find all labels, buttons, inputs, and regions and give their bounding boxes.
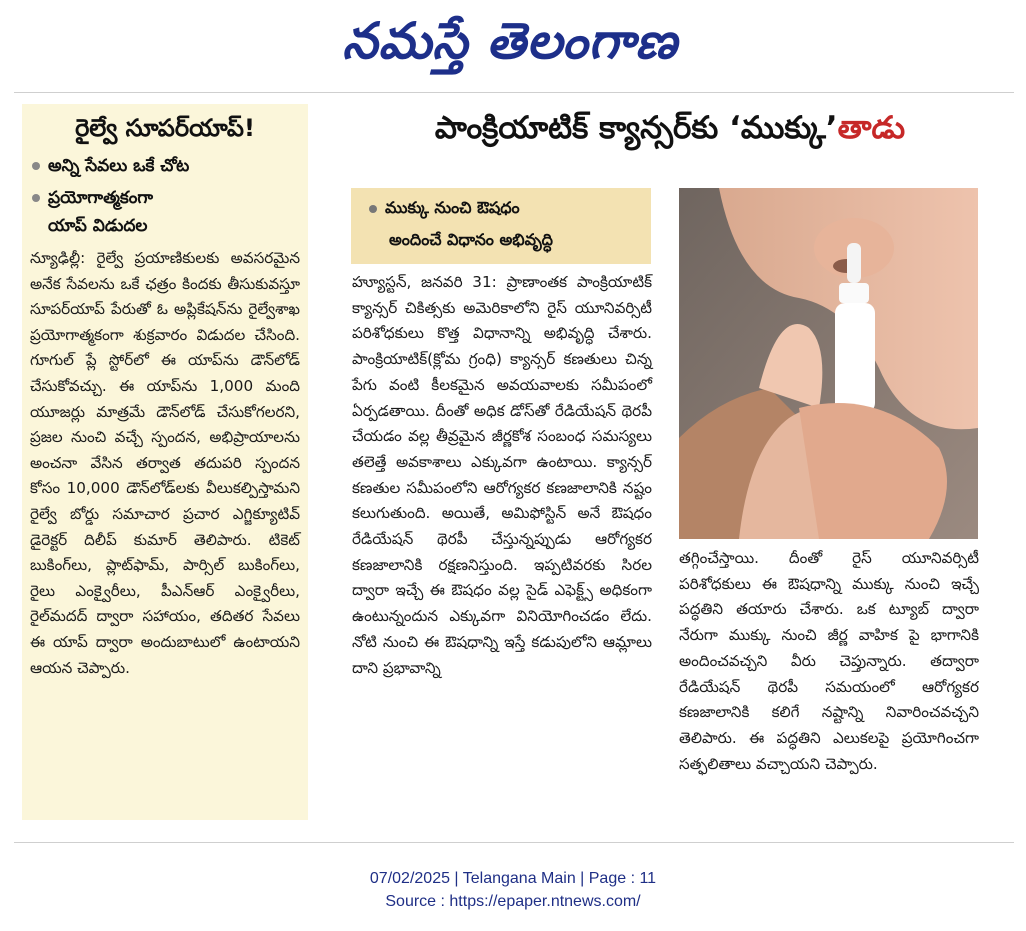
masthead-divider (14, 92, 1014, 93)
article-column-2 (679, 546, 979, 777)
bullet-dot-icon (32, 194, 40, 202)
footer-divider (14, 842, 1014, 843)
article-paragraph: తగ్గించేస్తాయి. దీంతో రైస్ యూనివర్సిటీ పరిశోధకులు ఈ ఔషధాన్ని ముక్కు నుంచి ఇచ్చే పద్ధతిని తయారు చేశారు. ఒక ట్యూబ్ ద్వారా నేరుగా ముక్కు నుంచి జీర్ణ వాహిక పై భాగానికి అందించవచ్చని వీరు చెప్తున్నారు. తద్వారా రేడియేషన్ థెరపీ సమయంలో ఆరోగ్యకర కణజాలానికి కలిగే నష్టాన్ని నివారించవచ్చని తెలిపారు. ఈ పద్ధతిని ఎలుకలపై ప్రయోగించగా సత్ఫలితాలు వచ్చాయని చెప్పారు. (679, 549, 979, 773)
sidebar-bullet (32, 188, 153, 212)
deck-line (369, 198, 520, 221)
sidebar-body-paragraph: న్యూఢిల్లీ: రైల్వే ప్రయాణికులకు అవసరమైన అనేక సేవలను ఒకే ఛత్రం కిందకు తీసుకువస్తూ సూపర్‌యాప్ పేరుతో ఓ అప్లికేషన్‌ను రైల్వేశాఖ ప్రయోగాత్మకంగా శుక్రవారం విడుదల చేసింది. గూగుల్ ప్లే స్టోర్‌లో ఈ యాప్‌ను డౌన్‌లోడ్ చేసుకోవచ్చు. ఈ యాప్‌ను 1,000 మంది యూజర్లు మాత్రమే డౌన్‌లోడ్ చేసుకోగలరని, ప్రజల నుంచి వచ్చే స్పందన, అభిప్రాయాలను అంచనా వేసిన తర్వాత తదుపరి స్పందన కోసం 10,000 డౌన్‌లోడ్‌లకు వీలుకల్పిస్తామని రైల్వే బోర్డు సమాచార ప్రచార ఎగ్జిక్యూటివ్ డైరెక్టర్ దిలీప్ కుమార్ తెలిపారు. టికెట్ బుకింగ్‌లు, ప్లాట్‌ఫామ్, పార్సిల్ బుకింగ్‌లు, రైలు ఎంక్వైరీలు, పీఎన్ఆర్ ఎంక్వైరీలు, రైల్‌మదద్ ద్వారా సహాయం, తదితర సేవలు ఈ యాప్ ద్వారా అందుబాటులో ఉంటాయని ఆయన చెప్పారు. (30, 249, 300, 677)
sidebar-body-text (30, 246, 300, 681)
sidebar-bullet-continued: యాప్ విడుదల (48, 216, 148, 236)
bullet-dot-icon (32, 162, 40, 170)
footer-edition-info: 07/02/2025 | Telangana Main | Page : 11 (369, 870, 657, 887)
nasal-spray-photo (679, 188, 978, 539)
masthead-logo: నమస్తే తెలంగాణ (342, 11, 678, 70)
sidebar-bullet-text: ప్రయోగాత్మకంగా (48, 188, 153, 208)
footer-source-link[interactable]: Source : https://epaper.ntnews.com/ (385, 893, 641, 910)
headline-text: పాంక్రియాటిక్ క్యాన్సర్‌కు ‘ముక్కు’ (434, 110, 838, 146)
nasal-spray-illustration (679, 188, 978, 539)
article-deck-box (351, 188, 651, 264)
sidebar-bullet (32, 156, 189, 180)
sidebar-bullet-text: అన్ని సేవలు ఒకే చోట (48, 156, 190, 176)
headline-accent-text: తాడు (837, 110, 906, 146)
article-headline (350, 110, 990, 153)
bullet-dot-icon (369, 205, 377, 213)
article-column-1 (352, 270, 652, 681)
deck-text: ముక్కు నుంచి ఔషధం (385, 198, 520, 217)
deck-line: అందించే విధానం అభివృద్ధి (389, 230, 553, 249)
article-paragraph: హ్యూస్టన్, జనవరి 31: ప్రాణాంతక పాంక్రియాటిక్ క్యాన్సర్ చికిత్సకు అమెరికాలోని రైస్ యూనివర్సిటీ పరిశోధకులు కొత్త విధానాన్ని అభివృద్ధి చేశారు. పాంక్రియాటిక్(క్లోమ గ్రంధి) క్యాన్సర్ కణతులు చిన్న పేగు వంటి కీలకమైన అవయవాలకు సమీపంలో ఏర్పడతాయి. దీంతో అధిక డోస్‌తో రేడియేషన్ థెరపీ చేయడం వల్ల తీవ్రమైన జీర్ణకోశ సంబంధ సమస్యలు తలెత్తే అవకాశాలు ఎక్కువగా ఉంటాయి. క్యాన్సర్ కణతుల సమీపంలోని ఆరోగ్యకర కణజాలానికి నష్టం కలుగుతుంది. అయితే, అమిఫోస్టిన్ అనే ఔషధం రేడియేషన్ థెరపీ చేస్తున్నప్పుడు ఆరోగ్యకర కణజాలానికి రక్షణనిస్తుంది. ఇప్పటివరకు సిరల ద్వారా ఇచ్చే ఈ ఔషధం వల్ల సైడ్ ఎఫెక్ట్స్ అధికంగా ఉంటున్నందున ఎక్కువగా వినియోగించడం లేదు. నోటి నుంచి ఈ ఔషధాన్ని ఇస్తే కడుపులోని ఆమ్లాలు దాని ప్రభావాన్ని (352, 273, 652, 677)
sidebar-headline: రైల్వే సూపర్‌యాప్! (75, 114, 255, 142)
